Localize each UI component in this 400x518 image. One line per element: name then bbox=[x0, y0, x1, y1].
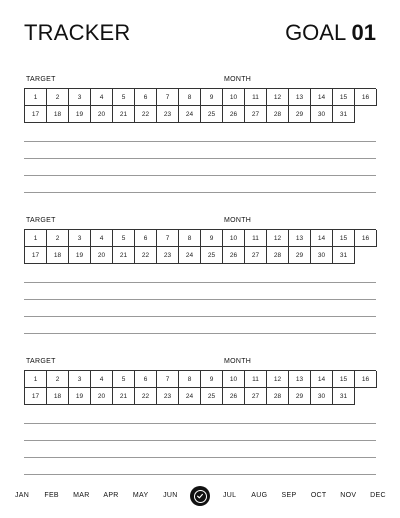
day-cell[interactable]: 15 bbox=[333, 89, 355, 106]
month-nov[interactable]: NOV bbox=[340, 492, 357, 499]
day-cell[interactable]: 7 bbox=[157, 230, 179, 247]
month-feb[interactable]: FEB bbox=[44, 492, 59, 499]
target-label: TARGET bbox=[26, 358, 56, 365]
day-cell[interactable]: 31 bbox=[333, 106, 355, 123]
day-cell[interactable]: 21 bbox=[113, 247, 135, 264]
day-cell[interactable]: 29 bbox=[289, 388, 311, 405]
day-cell[interactable]: 15 bbox=[333, 230, 355, 247]
note-line[interactable] bbox=[24, 440, 376, 441]
day-cell[interactable]: 20 bbox=[91, 247, 113, 264]
day-cell[interactable]: 3 bbox=[69, 230, 91, 247]
day-cell[interactable]: 4 bbox=[91, 89, 113, 106]
month-label: MONTH bbox=[224, 76, 252, 83]
month-may[interactable]: MAY bbox=[132, 492, 149, 499]
page-title: TRACKER bbox=[24, 20, 131, 45]
day-cell[interactable]: 6 bbox=[135, 89, 157, 106]
day-cell[interactable]: 24 bbox=[179, 247, 201, 264]
day-cell[interactable]: 28 bbox=[267, 388, 289, 405]
day-cell[interactable]: 17 bbox=[25, 247, 47, 264]
day-cell[interactable]: 13 bbox=[289, 371, 311, 388]
day-cell[interactable]: 19 bbox=[69, 106, 91, 123]
day-cell[interactable]: 2 bbox=[47, 89, 69, 106]
target-label: TARGET bbox=[26, 217, 56, 224]
month-dec[interactable]: DEC bbox=[370, 492, 386, 499]
note-line[interactable] bbox=[24, 423, 376, 424]
day-cell[interactable]: 6 bbox=[135, 371, 157, 388]
note-line[interactable] bbox=[24, 333, 376, 334]
day-cell[interactable]: 11 bbox=[245, 89, 267, 106]
day-cell[interactable]: 22 bbox=[135, 388, 157, 405]
day-cell[interactable]: 20 bbox=[91, 388, 113, 405]
check-icon bbox=[194, 490, 207, 503]
day-cell[interactable]: 8 bbox=[179, 230, 201, 247]
month-current-badge[interactable] bbox=[190, 486, 210, 506]
goal-label: GOAL bbox=[285, 20, 346, 45]
day-cell[interactable]: 27 bbox=[245, 106, 267, 123]
note-line[interactable] bbox=[24, 299, 376, 300]
month-label: MONTH bbox=[224, 358, 252, 365]
day-cell[interactable]: 16 bbox=[355, 371, 377, 388]
day-cell[interactable]: 3 bbox=[69, 371, 91, 388]
day-cell[interactable]: 21 bbox=[113, 388, 135, 405]
day-cell[interactable]: 21 bbox=[113, 106, 135, 123]
empty-cell bbox=[355, 388, 377, 405]
day-cell[interactable]: 25 bbox=[201, 388, 223, 405]
day-cell[interactable]: 16 bbox=[355, 89, 377, 106]
day-cell[interactable]: 19 bbox=[69, 388, 91, 405]
day-cell[interactable]: 30 bbox=[311, 247, 333, 264]
note-line[interactable] bbox=[24, 175, 376, 176]
day-cell[interactable]: 25 bbox=[201, 106, 223, 123]
day-cell[interactable]: 16 bbox=[355, 230, 377, 247]
day-cell[interactable]: 28 bbox=[267, 247, 289, 264]
note-line[interactable] bbox=[24, 192, 376, 193]
day-cell[interactable]: 9 bbox=[201, 230, 223, 247]
day-cell[interactable]: 18 bbox=[47, 247, 69, 264]
goal-title bbox=[285, 20, 376, 46]
day-cell[interactable]: 11 bbox=[245, 371, 267, 388]
day-cell[interactable]: 2 bbox=[47, 371, 69, 388]
day-cell[interactable]: 15 bbox=[333, 371, 355, 388]
day-cell[interactable]: 12 bbox=[267, 230, 289, 247]
day-cell[interactable]: 19 bbox=[69, 247, 91, 264]
day-cell[interactable]: 14 bbox=[311, 230, 333, 247]
day-cell[interactable]: 17 bbox=[25, 388, 47, 405]
day-cell[interactable]: 12 bbox=[267, 89, 289, 106]
day-cell[interactable]: 31 bbox=[333, 247, 355, 264]
day-cell[interactable]: 17 bbox=[25, 106, 47, 123]
day-cell[interactable]: 25 bbox=[201, 247, 223, 264]
day-cell[interactable]: 9 bbox=[201, 89, 223, 106]
day-cell[interactable]: 14 bbox=[311, 89, 333, 106]
page-header bbox=[24, 20, 376, 50]
day-cell[interactable]: 30 bbox=[311, 106, 333, 123]
target-label: TARGET bbox=[26, 76, 56, 83]
day-cell[interactable]: 22 bbox=[135, 247, 157, 264]
day-cell[interactable]: 8 bbox=[179, 371, 201, 388]
month-apr[interactable]: APR bbox=[103, 492, 119, 499]
month-jan[interactable]: JAN bbox=[14, 492, 30, 499]
month-label: MONTH bbox=[224, 217, 252, 224]
day-cell[interactable]: 27 bbox=[245, 388, 267, 405]
day-cell[interactable]: 20 bbox=[91, 106, 113, 123]
day-cell[interactable]: 23 bbox=[157, 106, 179, 123]
day-cell[interactable]: 3 bbox=[69, 89, 91, 106]
day-cell[interactable]: 1 bbox=[25, 230, 47, 247]
goal-number: 01 bbox=[351, 20, 376, 45]
day-cell[interactable]: 7 bbox=[157, 89, 179, 106]
month-jun[interactable]: JUN bbox=[163, 492, 178, 499]
day-cell[interactable]: 23 bbox=[157, 388, 179, 405]
day-cell[interactable]: 27 bbox=[245, 247, 267, 264]
day-grid bbox=[24, 370, 376, 405]
day-cell[interactable]: 8 bbox=[179, 89, 201, 106]
day-cell[interactable]: 14 bbox=[311, 371, 333, 388]
day-cell[interactable]: 7 bbox=[157, 371, 179, 388]
month-jul[interactable]: JUL bbox=[222, 492, 237, 499]
note-line[interactable] bbox=[24, 316, 376, 317]
day-cell[interactable]: 13 bbox=[289, 89, 311, 106]
day-cell[interactable]: 5 bbox=[113, 371, 135, 388]
day-cell[interactable]: 5 bbox=[113, 230, 135, 247]
day-cell[interactable]: 26 bbox=[223, 388, 245, 405]
tracker-section-2 bbox=[24, 217, 376, 264]
day-cell[interactable]: 24 bbox=[179, 388, 201, 405]
day-cell[interactable]: 30 bbox=[311, 388, 333, 405]
day-cell[interactable]: 18 bbox=[47, 106, 69, 123]
day-cell[interactable]: 10 bbox=[223, 371, 245, 388]
note-line[interactable] bbox=[24, 158, 376, 159]
note-line[interactable] bbox=[24, 457, 376, 458]
day-cell[interactable]: 4 bbox=[91, 371, 113, 388]
month-selector bbox=[14, 486, 386, 506]
day-cell[interactable]: 1 bbox=[25, 371, 47, 388]
day-grid bbox=[24, 88, 376, 123]
day-cell[interactable]: 10 bbox=[223, 89, 245, 106]
day-cell[interactable]: 10 bbox=[223, 230, 245, 247]
day-cell[interactable]: 5 bbox=[113, 89, 135, 106]
day-cell[interactable]: 11 bbox=[245, 230, 267, 247]
day-cell[interactable]: 29 bbox=[289, 106, 311, 123]
day-cell[interactable]: 18 bbox=[47, 388, 69, 405]
day-cell[interactable]: 13 bbox=[289, 230, 311, 247]
empty-cell bbox=[355, 106, 377, 123]
day-grid bbox=[24, 229, 376, 264]
month-aug[interactable]: AUG bbox=[251, 492, 268, 499]
day-cell[interactable]: 24 bbox=[179, 106, 201, 123]
day-cell[interactable]: 31 bbox=[333, 388, 355, 405]
day-cell[interactable]: 9 bbox=[201, 371, 223, 388]
month-mar[interactable]: MAR bbox=[73, 492, 90, 499]
note-line[interactable] bbox=[24, 141, 376, 142]
empty-cell bbox=[355, 247, 377, 264]
month-sep[interactable]: SEP bbox=[281, 492, 297, 499]
note-line[interactable] bbox=[24, 282, 376, 283]
day-cell[interactable]: 29 bbox=[289, 247, 311, 264]
day-cell[interactable]: 1 bbox=[25, 89, 47, 106]
day-cell[interactable]: 26 bbox=[223, 106, 245, 123]
day-cell[interactable]: 6 bbox=[135, 230, 157, 247]
day-cell[interactable]: 22 bbox=[135, 106, 157, 123]
month-oct[interactable]: OCT bbox=[310, 492, 327, 499]
day-cell[interactable]: 2 bbox=[47, 230, 69, 247]
day-cell[interactable]: 26 bbox=[223, 247, 245, 264]
tracker-section-1 bbox=[24, 76, 376, 123]
tracker-section-3 bbox=[24, 358, 376, 405]
day-cell[interactable]: 23 bbox=[157, 247, 179, 264]
day-cell[interactable]: 12 bbox=[267, 371, 289, 388]
day-cell[interactable]: 28 bbox=[267, 106, 289, 123]
day-cell[interactable]: 4 bbox=[91, 230, 113, 247]
note-line[interactable] bbox=[24, 474, 376, 475]
